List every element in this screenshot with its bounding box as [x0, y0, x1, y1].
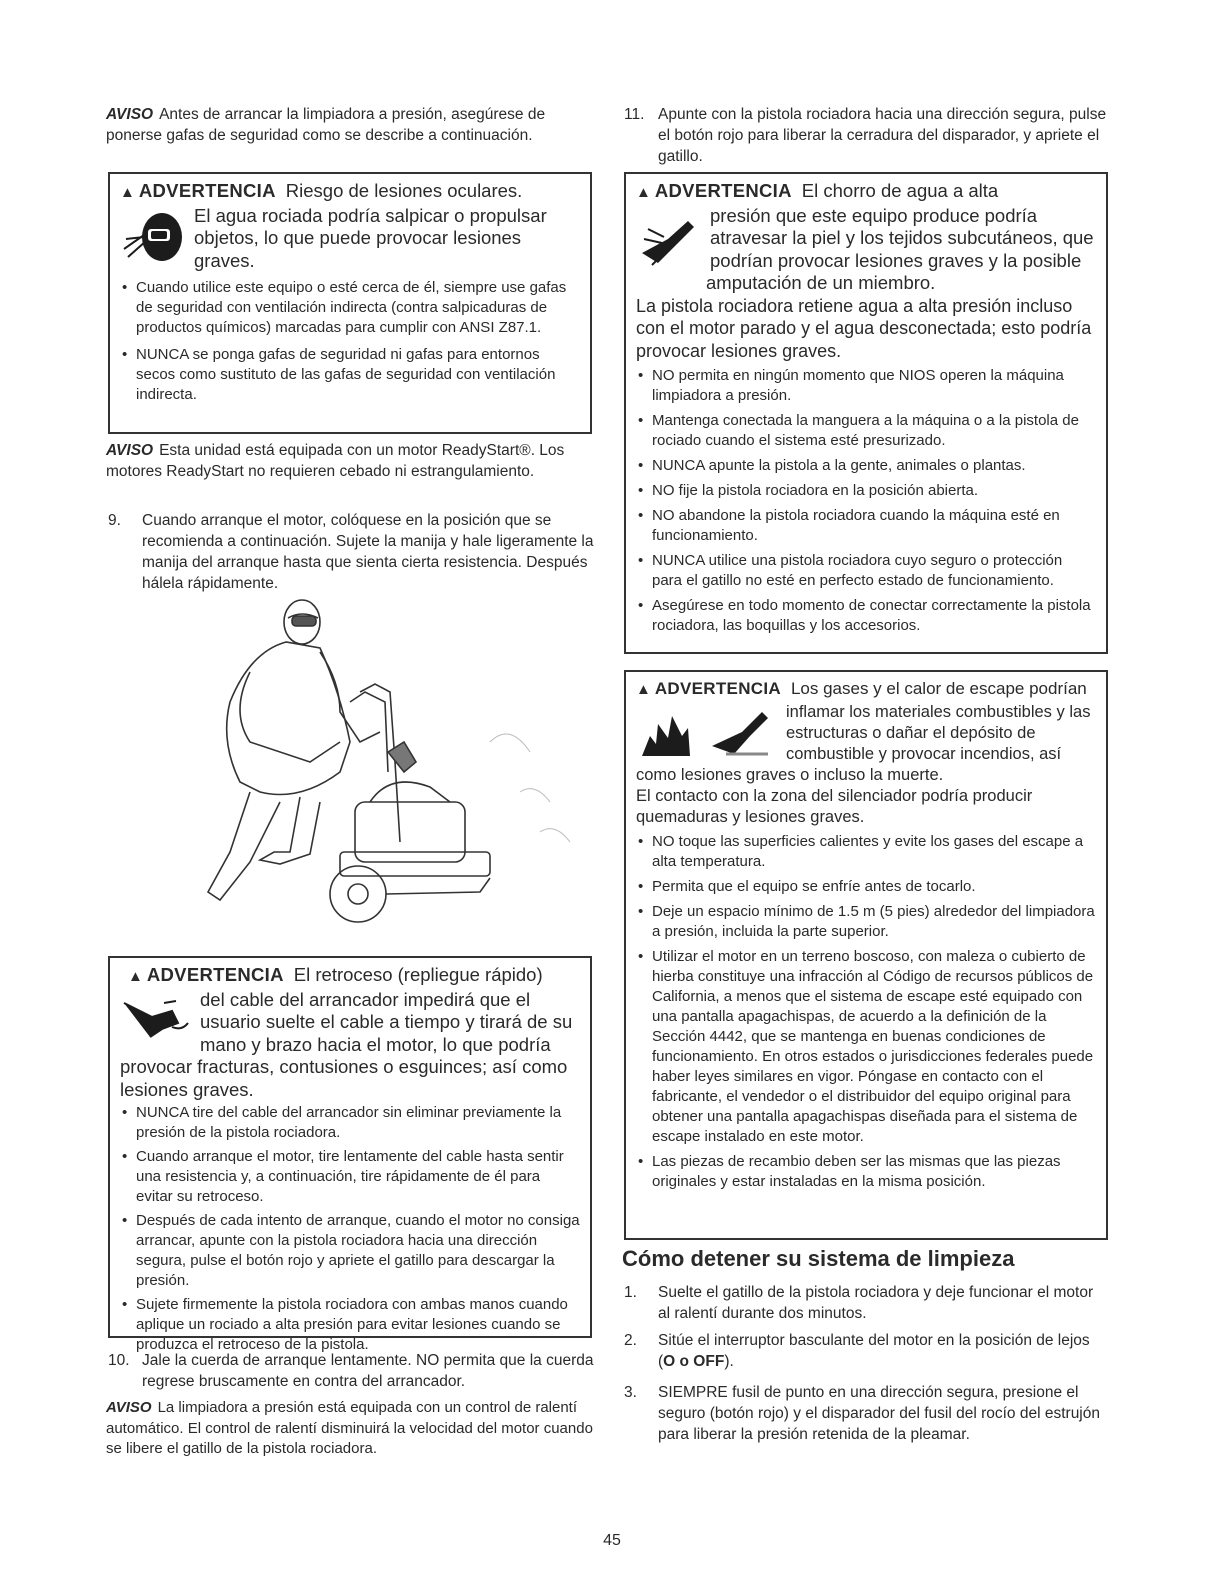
- warning-box-high-pressure-jet: [624, 172, 1108, 654]
- step-10: 10. Jale la cuerda de arranque lentamente. NO permita que la cuerda regrese bruscamente en contra del arrancador.: [108, 1352, 594, 1390]
- bullet-item: • NUNCA tire del cable del arrancador sin eliminar previamente la presión de la pistola rociadora.: [120, 1103, 580, 1143]
- eye-spray-hazard-icon: [122, 209, 186, 265]
- bullet-item: • NO fije la pistola rociadora en la posición abierta.: [636, 481, 1096, 501]
- warning-bullets: [636, 832, 1096, 1192]
- bullet-item: • Utilizar el motor en un terreno boscoso, con maleza o cubierto de hierba constituye una infracción al Código de recursos públicos de California, a menos que el sistema de escape esté equipado con una pantalla apagachispas, de acuerdo a la definición de la Sección 4442, que se mantenga en buenas condiciones de funcionamiento. En otros estados o jurisdicciones federales puede haber leyes similares en vigor. Póngase en contacto con el fabricante, el vendedor o el distribuidor del equipo original para obtener una pantalla apagachispas diseñada para el sistema de escape instalado en este motor.: [636, 947, 1096, 1147]
- warning-triangle-icon: ▲: [636, 681, 651, 698]
- warning-header: ▲ ADVERTENCIA Riesgo de lesiones oculares.: [120, 180, 523, 201]
- step-11: 11. Apunte con la pistola rociadora hacia una dirección segura, pulse el botón rojo para liberar la cerradura del disparador, y apriete el gatillo.: [624, 106, 1107, 165]
- warning-header: ▲ ADVERTENCIA El retroceso (repliegue rápido): [128, 964, 543, 985]
- aviso-goggles: AVISO Antes de arrancar la limpiadora a presión, asegúrese de ponerse gafas de seguridad como se describe a continuación.: [106, 106, 546, 144]
- warning-bullets: [120, 1103, 580, 1355]
- bullet-item: • Cuando utilice este equipo o esté cerca de él, siempre use gafas de seguridad con ventilación indirecta (contra salpicaduras de productos químicos) marcadas para cumplir con ANSI Z87.1.: [120, 278, 580, 338]
- warning-box-kickback: [108, 956, 592, 1353]
- warning-triangle-icon: ▲: [636, 184, 651, 201]
- bullet-item: • Asegúrese en todo momento de conectar correctamente la pistola rociadora, las boquillas y los accesorios.: [636, 596, 1096, 636]
- operator-starting-pressure-washer-illustration: [190, 592, 600, 952]
- warning-triangle-icon: ▲: [128, 968, 143, 985]
- aviso-idle-control: AVISO La limpiadora a presión está equipada con un control de ralentí automático. El control de ralentí disminuirá la velocidad del motor cuando se libere el gatillo de la pistola rociadora.: [106, 1399, 593, 1457]
- bullet-item: • NO permita en ningún momento que NIOS operen la máquina limpiadora a presión.: [636, 366, 1096, 406]
- fire-hazard-icon: [638, 706, 778, 758]
- warning-triangle-icon: ▲: [120, 184, 135, 201]
- warning-text-2: El contacto con la zona del silenciador podría producir quemaduras y lesiones graves.: [636, 786, 1033, 826]
- warning-header: ▲ ADVERTENCIA Los gases y el calor de escape podrían: [636, 679, 1087, 698]
- stop-step-1: 1. Suelte el gatillo de la pistola rociadora y deje funcionar el motor al ralentí durante dos minutos.: [624, 1284, 1094, 1322]
- warning-text: presión que este equipo produce podría atravesar la piel y los tejidos subcutáneos, que podrían provocar lesiones graves y la posible amputación de un miembro.: [706, 204, 1094, 293]
- bullet-item: • Las piezas de recambio deben ser las mismas que las piezas originales y estar instaladas en la misma posición.: [636, 1152, 1096, 1192]
- bullet-item: • NO abandone la pistola rociadora cuando la máquina esté en funcionamiento.: [636, 506, 1096, 546]
- warning-text: del cable del arrancador impedirá que el usuario suelte el cable a tiempo y tirará de su mano y brazo hacia el motor, lo que podría provocar fracturas, contusiones o esguinces; así como lesiones graves.: [120, 988, 573, 1100]
- bullet-item: • NO toque las superficies calientes y evite los gases del escape a alta temperatura.: [636, 832, 1096, 872]
- bullet-item: • NUNCA se ponga gafas de seguridad ni gafas para entornos secos como sustituto de las gafas de seguridad con ventilación indirecta.: [120, 345, 580, 405]
- warning-header: ▲ ADVERTENCIA El chorro de agua a alta: [636, 180, 999, 201]
- warning-text-2: La pistola rociadora retiene agua a alta presión incluso con el motor parado y el agua desconectada; esto podría provocar lesiones graves.: [636, 295, 1092, 361]
- step-9: 9. Cuando arranque el motor, colóquese en la posición que se recomienda a continuación. Sujete la manija y hale ligeramente la manija del arranque hasta que sienta cierta resistencia. Después hálela rápidamente.: [108, 512, 594, 592]
- aviso-readystart: AVISO Esta unidad está equipada con un motor ReadyStart®. Los motores ReadyStart no requieren cebado ni estrangulamiento.: [106, 442, 565, 480]
- bullet-item: • Deje un espacio mínimo de 1.5 m (5 pies) alrededor del limpiadora a presión, incluida la parte superior.: [636, 902, 1096, 942]
- bullet-item: • NUNCA apunte la pistola a la gente, animales o plantas.: [636, 456, 1096, 476]
- bullet-item: • Sujete firmemente la pistola rociadora con ambas manos cuando aplique un rociado a alta presión para evitar lesiones cuando se produzca el retroceso de la pistola.: [120, 1295, 580, 1355]
- stop-step-3: 3. SIEMPRE fusil de punto en una dirección segura, presione el seguro (botón rojo) y el disparador del fusil del rocío del estrujón para liberar la presión retenida de la pleamar.: [624, 1384, 1100, 1443]
- bullet-item: • Después de cada intento de arranque, cuando el motor no consiga arrancar, apunte con la pistola rociadora hacia una dirección segura, pulse el botón rojo y apriete el gatillo para descargar la presión.: [120, 1211, 580, 1291]
- kickback-hazard-icon: [122, 993, 192, 1041]
- stop-step-2: 2. Sitúe el interruptor basculante del motor en la posición de lejos (O o OFF).: [624, 1332, 1090, 1370]
- warning-text: inflamar los materiales combustibles y las estructuras o dañar el depósito de combustible y provocar incendios, así como lesiones graves o incluso la muerte.: [636, 702, 1091, 784]
- section-heading: Cómo detener su sistema de limpieza: [622, 1246, 1015, 1271]
- warning-bullets: [636, 366, 1096, 636]
- injection-hazard-icon: [638, 209, 702, 269]
- bullet-item: • NUNCA utilice una pistola rociadora cuyo seguro o protección para el gatillo no esté en perfecto estado de funcionamiento.: [636, 551, 1096, 591]
- bullet-item: • Permita que el equipo se enfríe antes de tocarlo.: [636, 877, 1096, 897]
- warning-box-exhaust-fire: [624, 670, 1108, 1240]
- warning-box-eye-injury: [108, 172, 592, 434]
- bullet-item: • Mantenga conectada la manguera a la máquina o a la pistola de rociado cuando el sistema esté presurizado.: [636, 411, 1096, 451]
- bullet-item: • Cuando arranque el motor, tire lentamente del cable hasta sentir una resistencia y, a continuación, tire rápidamente de él para evitar su retroceso.: [120, 1147, 580, 1207]
- warning-text: El agua rociada podría salpicar o propulsar objetos, lo que puede provocar lesiones graves.: [194, 204, 547, 271]
- warning-bullets: [120, 278, 580, 405]
- page-number: 45: [603, 1532, 621, 1549]
